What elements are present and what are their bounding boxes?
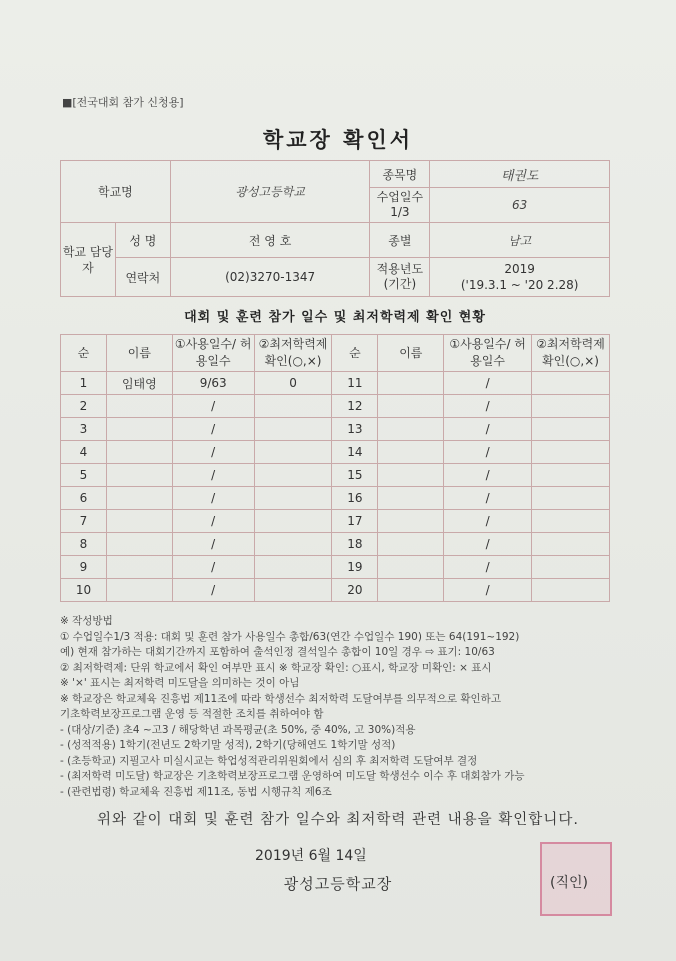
table-cell: 0 [254,372,332,395]
school-value: 광성고등학교 [170,161,370,223]
table-cell: 17 [332,510,378,533]
table-cell [106,579,172,602]
table-cell: / [444,464,532,487]
table-row [61,441,610,464]
seal-label: (직인) [550,875,588,891]
table-cell [254,556,332,579]
table-cell [254,579,332,602]
days-label: 수업일수 1/3 [370,188,430,223]
note-line: ② 최저학력제: 단위 학교에서 확인 여부만 표시 ※ 학교장 확인: ○표시, 학교장 미확인: × 표시 [60,661,492,674]
table-header [61,335,610,372]
table-row [61,464,610,487]
table-cell [378,395,444,418]
table-cell [532,510,610,533]
table-row [61,372,610,395]
note-line: - (초등학교) 지필고사 미실시교는 학업성적관리위원회에서 심의 후 최저학력 도달여부 결정 [60,754,478,767]
table-cell: / [444,372,532,395]
table-cell [254,418,332,441]
table-cell [532,441,610,464]
table-cell: / [172,487,254,510]
table-cell: 20 [332,579,378,602]
table-cell [106,487,172,510]
table-cell: / [444,510,532,533]
table-cell [532,372,610,395]
table-cell [532,395,610,418]
table-cell [254,510,332,533]
header-cell: 이름 [378,335,444,372]
table-cell [106,441,172,464]
table-cell [106,464,172,487]
table-cell: 3 [61,418,107,441]
table-row [61,579,610,602]
table-cell: 8 [61,533,107,556]
note-line: ※ '×' 표시는 최저학력 미도달을 의미하는 것이 아님 [60,677,300,689]
confirmation-text: 위와 같이 대회 및 훈련 참가 일수와 최저학력 관련 내용을 확인합니다. [97,812,579,828]
section-title: 대회 및 훈련 참가 일수 및 최저학력제 확인 현황 [184,310,486,325]
table-cell [532,533,610,556]
table-cell [106,556,172,579]
period-value: ('19.3.1 ~ '20 2.28) [460,278,579,292]
table-row [61,510,610,533]
table-cell: 12 [332,395,378,418]
table-cell: 11 [332,372,378,395]
table-cell [378,464,444,487]
table-row [61,556,610,579]
gender-value: 남고 [430,223,610,258]
event-value: 태권도 [430,161,610,188]
table-row [61,395,610,418]
header-cell: ①사용일수/ 허용일수 [444,335,532,372]
table-cell: / [172,579,254,602]
table-cell: / [172,395,254,418]
note-line: - (관련법령) 학교체육 진흥법 제11조, 동법 시행규칙 제6조 [60,785,332,798]
notes [60,614,620,800]
table-cell: / [172,464,254,487]
table-cell: 4 [61,441,107,464]
issue-date: 2019년 6월 14일 [255,848,367,864]
note-line: - (성적적용) 1학기(전년도 2학기말 성적), 2학기(당해연도 1학기말 성적) [60,739,396,751]
year-cell [430,258,610,297]
table-cell: / [172,418,254,441]
table-cell [106,510,172,533]
table-cell [532,556,610,579]
name-value: 전 영 호 [170,223,370,258]
table-cell: 임태영 [106,372,172,395]
table-cell [378,556,444,579]
table-cell: 1 [61,372,107,395]
table-cell [106,533,172,556]
table-cell [532,487,610,510]
header-cell: ②최저학력제 확인(○,×) [254,335,332,372]
manager-label: 학교 담당자 [61,223,116,297]
table-cell [378,372,444,395]
header-cell: 이름 [106,335,172,372]
table-cell: 5 [61,464,107,487]
table-cell [532,579,610,602]
table-cell: / [172,556,254,579]
table-cell: / [444,487,532,510]
days-value: 63 [430,188,610,223]
table-cell: / [444,556,532,579]
header-cell: 순 [332,335,378,372]
table-cell [378,441,444,464]
note-line: ※ 학교장은 학교체육 진흥법 제11조에 따라 학생선수 최저학력 도달여부를 의무적으로 확인하고 [60,692,501,705]
table-cell: 6 [61,487,107,510]
year-label: 적용년도 (기간) [370,258,430,297]
table-cell [378,533,444,556]
table-cell [106,395,172,418]
table-cell [254,487,332,510]
table-cell: / [444,395,532,418]
table-row [61,533,610,556]
table-cell: 18 [332,533,378,556]
note-line: ※ 작성방법 [60,615,113,627]
table-cell: / [172,510,254,533]
name-label: 성 명 [115,223,170,258]
note-line: 예) 현재 참가하는 대회기간까지 포함하여 출석인정 결석일수 총합이 10일 경우 ⇨ 표기: 10/63 [60,646,495,658]
table-cell: 16 [332,487,378,510]
table-row [61,418,610,441]
participation-table [60,334,610,602]
note-line: - (최저학력 미도달) 학교장은 기초학력보장프로그램 운영하여 미도달 학생선수 이수 후 대회참가 가능 [60,770,525,782]
year-value: 2019 [504,262,535,276]
table-cell [254,441,332,464]
table-cell: / [172,441,254,464]
school-label: 학교명 [61,161,171,223]
note-line: - (대상/기준) 초4 ~고3 / 해당학년 과목평균(초 50%, 중 40%, 고 30%)적용 [60,723,416,736]
table-cell [106,418,172,441]
info-table [60,160,610,297]
table-cell: 7 [61,510,107,533]
table-cell [378,418,444,441]
table-cell [532,418,610,441]
event-label: 종목명 [370,161,430,188]
contact-label: 연락처 [115,258,170,297]
table-cell [378,487,444,510]
table-cell: / [444,579,532,602]
table-cell [378,510,444,533]
table-cell [254,395,332,418]
table-cell: 14 [332,441,378,464]
contact-value: (02)3270-1347 [170,258,370,297]
note-line: ① 수업일수1/3 적용: 대회 및 훈련 참가 사용일수 총합/63(연간 수업일수 190) 또는 64(191~192) [60,630,520,643]
table-cell [254,464,332,487]
header-cell: 순 [61,335,107,372]
table-cell [254,533,332,556]
table-cell [378,579,444,602]
table-cell: 13 [332,418,378,441]
table-cell: 9/63 [172,372,254,395]
table-cell [532,464,610,487]
page-title: 학교장 확인서 [262,128,414,152]
note-line: 기초학력보장프로그램 운영 등 적절한 조치를 취하여야 함 [60,708,324,720]
form-tag: ■[전국대회 참가 신청용] [62,96,184,109]
table-cell: 15 [332,464,378,487]
header-cell: ②최저학력제 확인(○,×) [532,335,610,372]
table-cell: / [444,418,532,441]
issuer-name: 광성고등학교장 [283,875,393,893]
gender-label: 종별 [370,223,430,258]
table-cell: / [444,533,532,556]
table-cell: / [444,441,532,464]
table-cell: 19 [332,556,378,579]
table-cell: 9 [61,556,107,579]
table-cell: / [172,533,254,556]
table-cell: 2 [61,395,107,418]
table-cell: 10 [61,579,107,602]
header-cell: ①사용일수/ 허용일수 [172,335,254,372]
table-row [61,487,610,510]
